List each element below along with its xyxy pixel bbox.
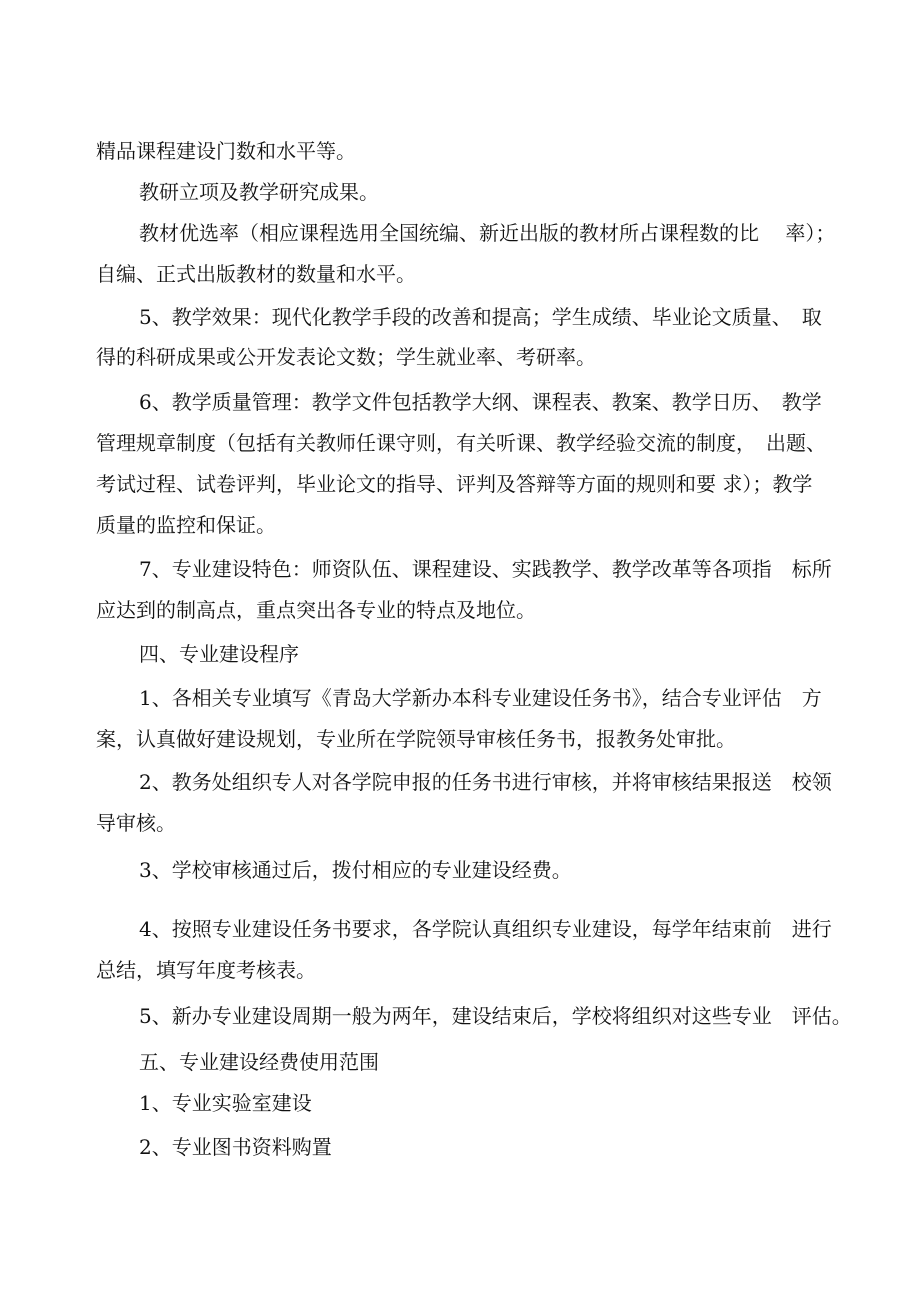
text-line: 2、教务处组织专人对各学院申报的任务书进行审核，并将审核结果报送 校领	[139, 770, 832, 794]
text-line: 5、新办专业建设周期一般为两年，建设结束后，学校将组织对这些专业 评估。	[139, 1004, 852, 1028]
text-line: 教研立项及教学研究成果。	[139, 180, 379, 204]
text-line: 3、学校审核通过后，拨付相应的专业建设经费。	[139, 858, 572, 882]
text-line: 质量的监控和保证。	[96, 513, 276, 537]
text-line: 5、教学效果：现代化教学手段的改善和提高；学生成绩、毕业论文质量、 取	[139, 305, 822, 329]
text-line: 1、各相关专业填写《青岛大学新办本科专业建设任务书》，结合专业评估 方	[139, 686, 822, 710]
text-line: 6、教学质量管理：教学文件包括教学大纲、课程表、教案、教学日历、 教学	[139, 390, 822, 414]
text-line: 教材优选率（相应课程选用全国统编、新近出版的教材所占课程数的比 率）；	[139, 221, 836, 245]
text-line: 7、专业建设特色：师资队伍、课程建设、实践教学、教学改革等各项指 标所	[139, 557, 832, 581]
section-heading: 五、专业建设经费使用范围	[139, 1050, 379, 1074]
text-line: 总结，填写年度考核表。	[96, 958, 316, 982]
text-line: 应达到的制高点，重点突出各专业的特点及地位。	[96, 598, 536, 622]
text-line: 导审核。	[96, 811, 176, 835]
text-line: 精品课程建设门数和水平等。	[96, 139, 356, 163]
text-line: 案，认真做好建设规划，专业所在学院领导审核任务书，报教务处审批。	[96, 727, 736, 751]
list-item: 1、专业实验室建设	[139, 1091, 312, 1115]
text-line: 得的科研成果或公开发表论文数；学生就业率、考研率。	[96, 345, 596, 369]
text-line: 管理规章制度（包括有关教师任课守则，有关听课、教学经验交流的制度， 出题、	[96, 431, 826, 455]
list-item: 2、专业图书资料购置	[139, 1135, 332, 1159]
section-heading: 四、专业建设程序	[139, 642, 299, 666]
text-line: 考试过程、试卷评判，毕业论文的指导、评判及答辩等方面的规则和要 求）；教学	[96, 472, 813, 496]
text-line: 4、按照专业建设任务书要求，各学院认真组织专业建设，每学年结束前 进行	[139, 917, 832, 941]
text-line: 自编、正式出版教材的数量和水平。	[96, 262, 416, 286]
